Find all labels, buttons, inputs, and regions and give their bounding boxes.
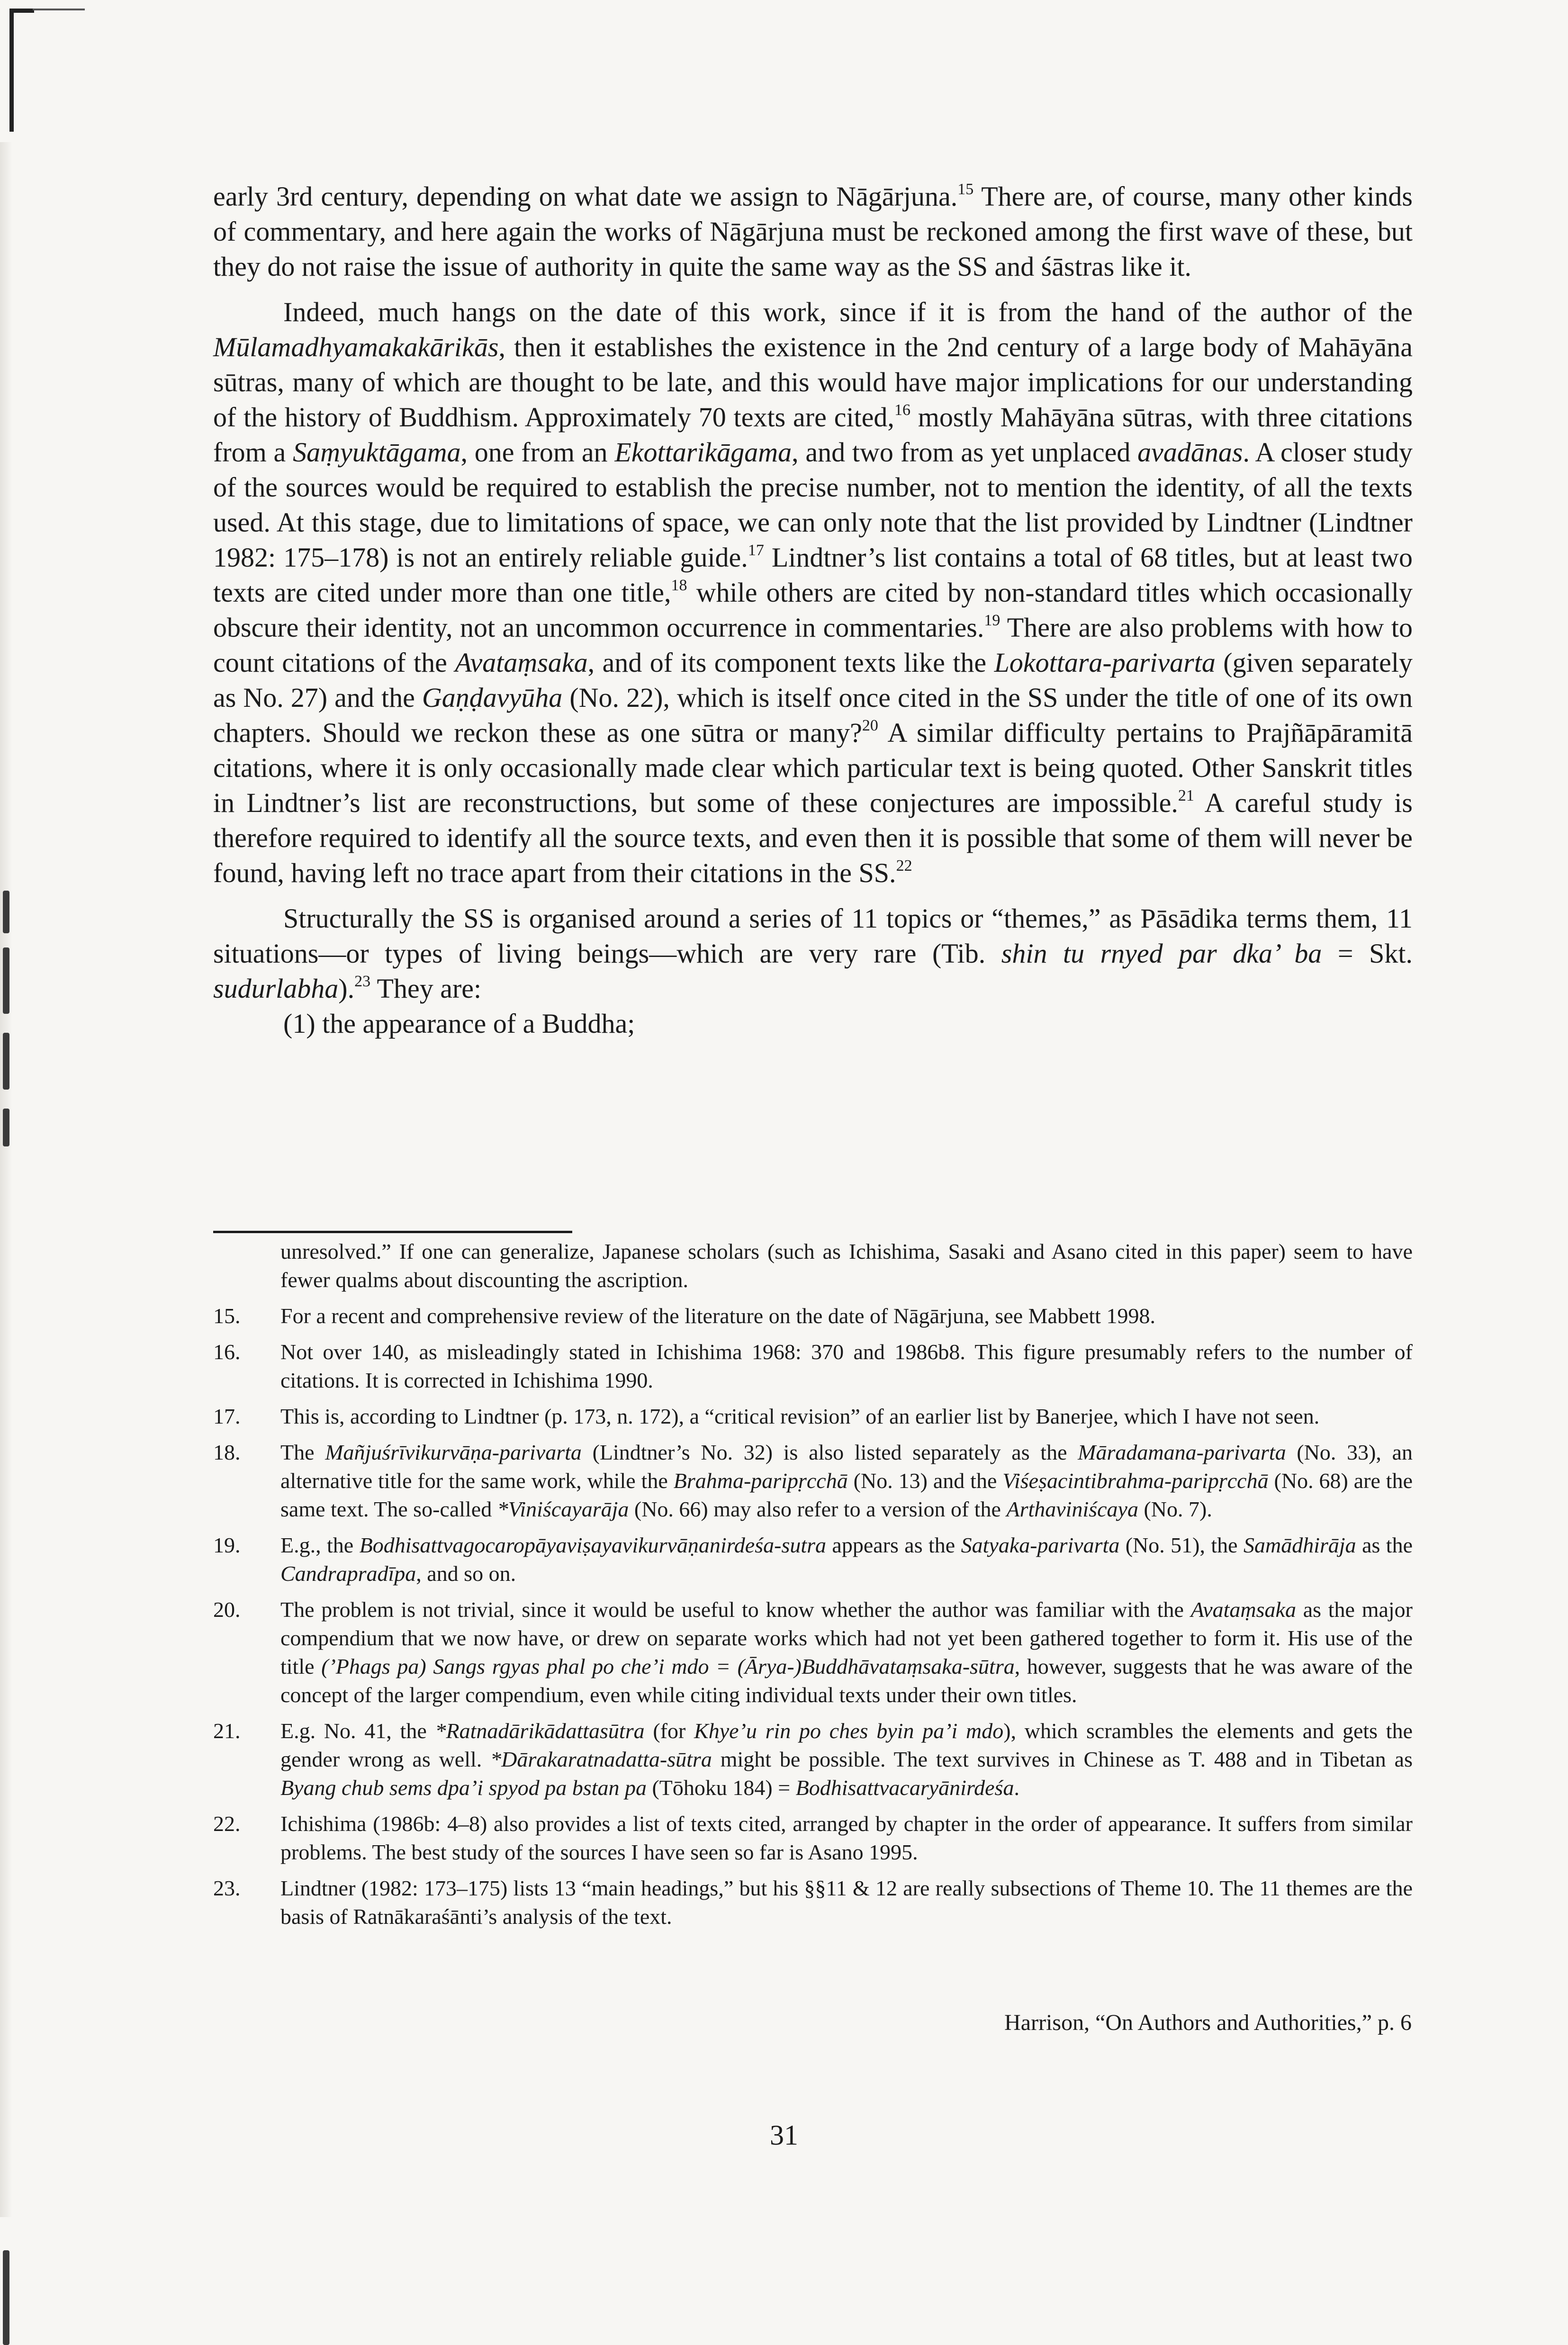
footnote-text: Ichishima (1986b: 4–8) also provides a list of texts cited, arranged by chapter in the order of appearance. It suffers from similar problems. The best study of the sources I have seen so far is Asano 1995.: [280, 1812, 1413, 1864]
binding-mark: [3, 891, 9, 933]
footnotes: [213, 1237, 1413, 1939]
footnote: [213, 1302, 1413, 1330]
footnote-number: 18.: [213, 1440, 241, 1464]
footnote-ref[interactable]: 22: [896, 857, 912, 875]
binding-mark: [3, 1109, 9, 1146]
page-number: 31: [770, 2120, 798, 2151]
footnote-separator: [213, 1231, 572, 1233]
footnote-ref[interactable]: 23: [354, 973, 371, 990]
footnote-text: The problem is not trivial, since it would be useful to know whether the author was familiar with the Avataṃsaka as the major compendium that we now have, or drew on separate works which had not yet been gathered together to form it. His use of the title (’Phags pa) Sangs rgyas phal po che’i mdo = (Ārya-)Buddhāvataṃsaka-sūtra, however, suggests that he was aware of the concept of the larger compendium, even while citing individual texts under their own titles.: [280, 1597, 1413, 1707]
footnote-ref[interactable]: 16: [894, 401, 910, 419]
footnote-ref[interactable]: 20: [862, 717, 878, 734]
footnote-ref[interactable]: 21: [1178, 787, 1194, 804]
list-item: (1) the appearance of a Buddha;: [283, 1008, 635, 1039]
binding-mark: [3, 947, 9, 1014]
paragraph: early 3rd century, depending on what date we assign to Nāgārjuna.$^{15}$ There are, of course, many other kinds of commentary, and here again the works of Nāgārjuna must be reckoned among the first wave of these, but they do not raise the issue of authority in quite the same way as the SS and śāstras like it.: [213, 180, 1413, 282]
footnote-number: 20.: [213, 1597, 241, 1622]
footnote: [213, 1338, 1413, 1395]
paragraph: Structurally the SS is organised around a series of 11 topics or “themes,” as Pāsādika terms them, 11 situations—or types of living beings—which are very rare (Tib. shin tu rnyed par dka’ ba = Skt. sudurlabha).$^{23}$ They are:: [213, 903, 1413, 1004]
binding-mark: [3, 2250, 9, 2345]
footnote-ref[interactable]: 15: [957, 180, 974, 198]
footnote-number: 15.: [213, 1304, 241, 1328]
footnote-number: 17.: [213, 1404, 241, 1428]
footnote-text: The Mañjuśrīvikurvāṇa-parivarta (Lindtner’s No. 32) is also listed separately as the Māradamana-parivarta (No. 33), an alternative title for the same work, while the Brahma-paripṛcchā (No. 13) and the Viśeṣacintibrahma-paripṛcchā (No. 68) are the same text. The so-called *Viniścayarāja (No. 66) may also refer to a version of the Arthaviniścaya (No. 7).: [280, 1440, 1413, 1521]
binding-edge: [0, 142, 12, 2217]
footnote-number: 21.: [213, 1719, 241, 1743]
running-footer: Harrison, “On Authors and Authorities,” p. 6: [1004, 2010, 1412, 2035]
footnote: [213, 1402, 1413, 1431]
footnote: [213, 1531, 1413, 1588]
footnote-number: 19.: [213, 1533, 241, 1557]
footnote-text: For a recent and comprehensive review of the literature on the date of Nāgārjuna, see Mabbett 1998.: [280, 1304, 1155, 1328]
footnote: [213, 1717, 1413, 1802]
binding-mark: [3, 1033, 9, 1090]
footnote: [213, 1874, 1413, 1931]
paragraph: Indeed, much hangs on the date of this work, since if it is from the hand of the author of the Mūlamadhyamakakārikās, then it establishes the existence in the 2nd century of a large body of Mahāyāna sūtras, many of which are thought to be late, and this would have major implications for our understanding of the history of Buddhism. Approximately 70 texts are cited,$^{16}$ mostly Mahāyāna sūtras, with three citations from a Saṃyuktāgama, one from an Ekottarikāgama, and two from as yet unplaced avadānas. A closer study of the sources would be required to establish the precise number, not to mention the identity, of all the texts used. At this stage, due to limitations of space, we can only note that the list provided by Lindtner (Lindtner 1982: 175–178) is not an entirely reliable guide.$^{17}$ Lindtner’s list contains a total of 68 titles, but at least two texts are cited under more than one title,$^{18}$ while others are cited by non-standard titles which occasionally obscure their identity, not an uncommon occurrence in commentaries.$^{19}$ There are also problems with how to count citations of the Avataṃsaka, and of its component texts like the Lokottara-parivarta (given separately as No. 27) and the Gaṇḍavyūha (No. 22), which is itself once cited in the SS under the title of one of its own chapters. Should we reckon these as one sūtra or many?$^{20}$ A similar difficulty pertains to Prajñāpāramitā citations, where it is only occasionally made clear which particular text is being quoted. Other Sanskrit titles in Lindtner’s list are reconstructions, but some of these conjectures are impossible.$^{21}$ A careful study is therefore required to identify all the source texts, and even then it is possible that some of them will never be found, having left no trace apart from their citations in the SS.$^{22}$: [213, 297, 1413, 888]
footnote-ref[interactable]: 17: [748, 541, 764, 559]
footnote-text: E.g. No. 41, the *Ratnadārikādattasūtra (for Khye’u rin po ches byin pa’i mdo), which scrambles the elements and gets the gender wrong as well. *Dārakaratnadatta-sūtra might be possible. The text survives in Chinese as T. 488 and in Tibetan as Byang chub sems dpa’i spyod pa bstan pa (Tōhoku 184) = Bodhisattvacaryānirdeśa.: [280, 1719, 1413, 1800]
footnote-text: Not over 140, as misleadingly stated in Ichishima 1968: 370 and 1986b8. This figure presumably refers to the number of citations. It is corrected in Ichishima 1990.: [280, 1340, 1413, 1392]
footnote: [213, 1810, 1413, 1867]
footnote-text: Lindtner (1982: 173–175) lists 13 “main headings,” but his §§11 & 12 are really subsections of Theme 10. The 11 themes are the basis of Ratnākaraśānti’s analysis of the text.: [280, 1876, 1413, 1929]
footnote-number: 22.: [213, 1812, 241, 1836]
footnote-ref[interactable]: 18: [671, 577, 687, 594]
footnote-text: E.g., the Bodhisattvagocaropāyaviṣayavikurvāṇanirdeśa-sutra appears as the Satyaka-parivarta (No. 51), the Samādhirāja as the Candrapradīpa, and so on.: [280, 1533, 1413, 1586]
footnote-continuation: unresolved.” If one can generalize, Japanese scholars (such as Ichishima, Sasaki and Asano cited in this paper) seem to have fewer qualms about discounting the ascription.: [280, 1239, 1413, 1292]
footnote: [213, 1438, 1413, 1524]
footnote-ref[interactable]: 19: [984, 612, 1000, 629]
footnote-number: 23.: [213, 1876, 241, 1900]
crop-mark: [9, 9, 34, 132]
footnote-text: This is, according to Lindtner (p. 173, n. 172), a “critical revision” of an earlier list by Banerjee, which I have not seen.: [280, 1404, 1320, 1428]
footnote: [213, 1596, 1413, 1709]
footnote-number: 16.: [213, 1340, 241, 1364]
body-text: [213, 179, 1413, 1041]
